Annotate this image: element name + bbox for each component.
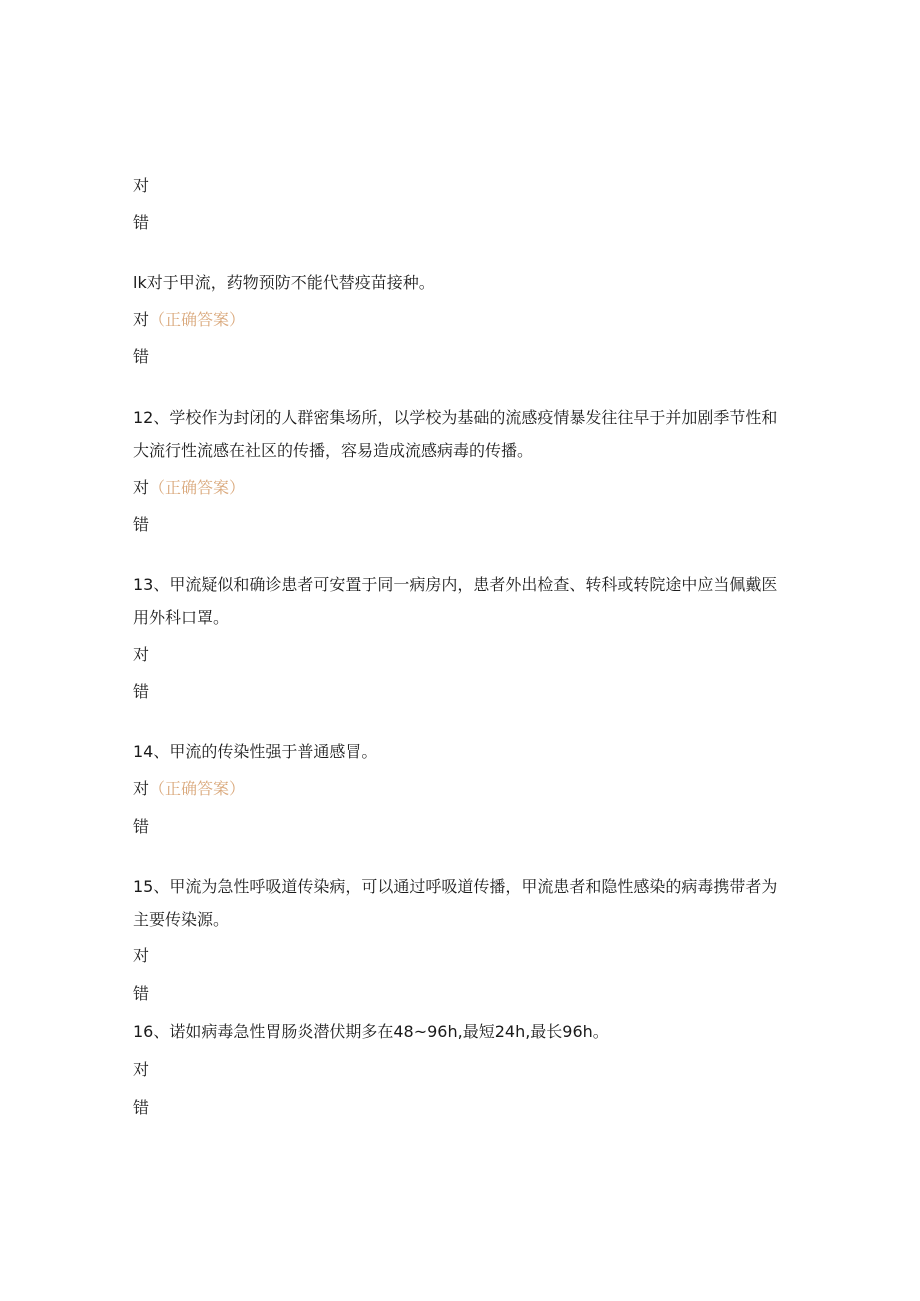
option-false: 错 [133, 515, 150, 534]
option-true: 对 [133, 645, 150, 664]
question-text: 16、诺如病毒急性胃肠炎潜伏期多在48~96h,最短24h,最长96h。 [133, 1022, 609, 1041]
option-true: 对（正确答案） [133, 779, 246, 798]
option-false: 错 [133, 984, 150, 1003]
option-true: 对（正确答案） [133, 310, 246, 329]
option-false: 错 [133, 682, 150, 701]
option-false: 错 [133, 347, 150, 366]
correct-answer-tag: （正确答案） [149, 310, 246, 329]
question-text: 12、学校作为封闭的人群密集场所，以学校为基础的流感疫情暴发往往早于并加剧季节性和大流行性流感在社区的传播，容易造成流感病毒的传播。 [133, 408, 778, 460]
option-true: 对 [133, 946, 150, 965]
correct-answer-tag: （正确答案） [149, 779, 246, 798]
option-true: 对（正确答案） [133, 478, 246, 497]
option-true: 对 [133, 176, 150, 195]
question-text: 14、甲流的传染性强于普通感冒。 [133, 742, 378, 761]
option-false: 错 [133, 213, 150, 232]
option-false: 错 [133, 817, 150, 836]
question-text: lk对于甲流，药物预防不能代替疫苗接种。 [133, 273, 435, 292]
question-text: 13、甲流疑似和确诊患者可安置于同一病房内，患者外出检查、转科或转院途中应当佩戴医用外科口罩。 [133, 575, 778, 627]
option-false: 错 [133, 1098, 150, 1117]
correct-answer-tag: （正确答案） [149, 478, 246, 497]
option-true: 对 [133, 1060, 150, 1079]
question-text: 15、甲流为急性呼吸道传染病，可以通过呼吸道传播，甲流患者和隐性感染的病毒携带者为主要传染源。 [133, 877, 778, 929]
